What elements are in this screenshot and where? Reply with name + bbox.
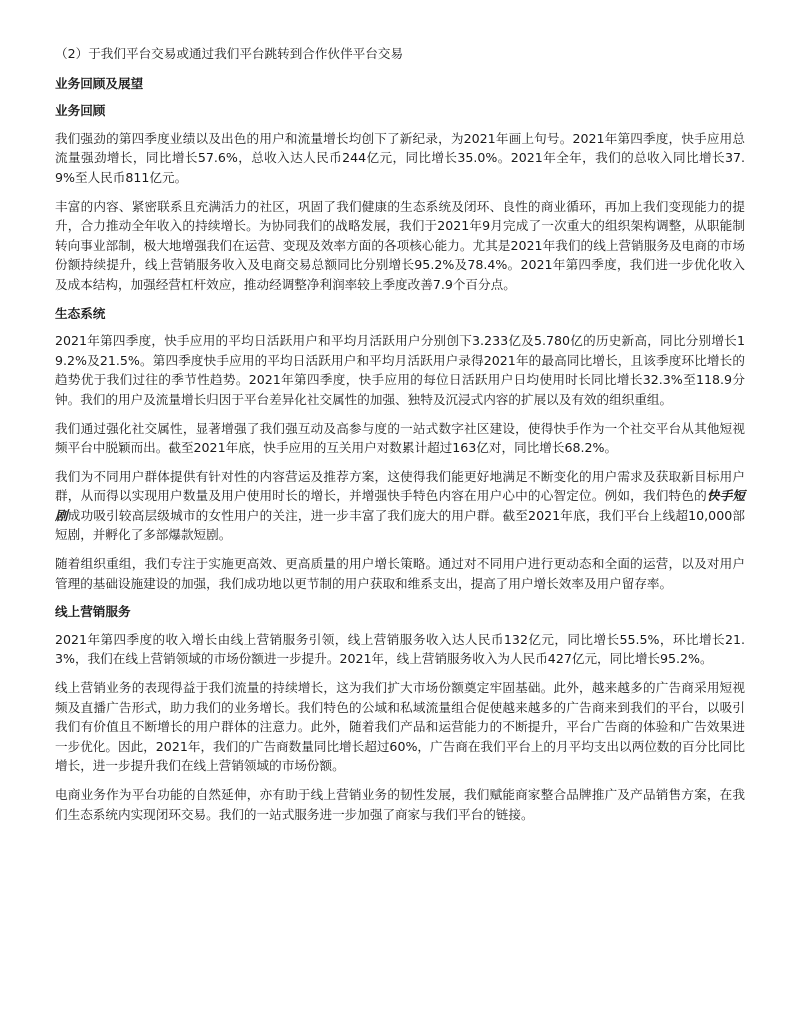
ecosystem-paragraph-3-part-b: 成功吸引较高层级城市的女性用户的关注，进一步丰富了我们庞大的用户群。截至2021年底，我们平台上线超10,000部短剧，并孵化了多部爆款短剧。	[55, 507, 746, 543]
kuaishou-short-drama-emphasis: 快手短剧	[55, 488, 745, 523]
document-page	[55, 44, 745, 833]
heading-business-review-outlook: 业务回顾及展望	[55, 75, 144, 91]
marketing-paragraph-3: 电商业务作为平台功能的自然延伸，亦有助于线上营销业务的韧性发展，我们赋能商家整合品牌推广及产品销售方案，在我们生态系统内实现闭环交易。我们的一站式服务进一步加强了商家与我们平台的链接。	[55, 787, 745, 822]
ecosystem-paragraph-3-part-a: 我们为不同用户群体提供有针对性的内容营运及推荐方案，这使得我们能更好地满足不断变化的用户需求及获取新目标用户群，从而得以实现用户数量及用户使用时长的增长，并增强快手特色内容在用户心中的心智定位。例如，我们特色的	[55, 468, 745, 504]
marketing-paragraph-2: 线上营销业务的表现得益于我们流量的持续增长，这为我们扩大市场份额奠定牢固基础。此外，越来越多的广告商采用短视频及直播广告形式，助力我们的业务增长。我们特色的公域和私域流量组合促使越来越多的广告商来到我们的平台，以吸引我们有价值且不断增长的用户群体的注意力。此外，随着我们产品和运营能力的不断提升，平台广告商的体验和广告效果进一步优化。因此，2021年，我们的广告商数量同比增长超过60%，广告商在我们平台上的月平均支出以两位数的百分比同比增长，进一步提升我们在线上营销领域的市场份额。	[55, 680, 745, 774]
review-paragraph-1: 我们强劲的第四季度业绩以及出色的用户和流量增长均创下了新纪录，为2021年画上句号。2021年第四季度，快手应用总流量强劲增长，同比增长57.6%，总收入达人民币244亿元，同比增长35.0%。2021年全年，我们的总收入同比增长37.9%至人民币811亿元。	[55, 130, 745, 185]
marketing-paragraph-1: 2021年第四季度的收入增长由线上营销服务引领，线上营销服务收入达人民币132亿元，同比增长55.5%，环比增长21.3%，我们在线上营销领域的市场份额进一步提升。2021年，线上营销服务收入为人民币427亿元，同比增长95.2%。	[55, 631, 745, 667]
ecosystem-paragraph-2: 我们通过强化社交属性，显著增强了我们强互动及高参与度的一站式数字社区建设，使得快手作为一个社交平台从其他短视频平台中脱颖而出。截至2021年底，快手应用的互关用户对数累计超过163亿对，同比增长68.2%。	[55, 420, 745, 456]
ecosystem-paragraph-3	[55, 467, 745, 545]
heading-online-marketing-services: 线上营销服务	[55, 604, 131, 620]
ecosystem-paragraph-1: 2021年第四季度，快手应用的平均日活跃用户和平均月活跃用户分别创下3.233亿及5.780亿的历史新高，同比分别增长19.2%及21.5%。第四季度快手应用的平均日活跃用户和平均月活跃用户录得2021年的最高同比增长，且该季度环比增长的趋势优于我们过往的季节性趋势。2021年第四季度，快手应用的每位日活跃用户日均使用时长同比增长32.3%至118.9分钟。我们的用户及流量增长归因于平台差异化社交属性的加强、独特及沉浸式内容的扩展以及有效的组织重组。	[55, 333, 745, 407]
review-paragraph-2: 丰富的内容、紧密联系且充满活力的社区，巩固了我们健康的生态系统及闭环、良性的商业循环，再加上我们变现能力的提升，合力推动全年收入的持续增长。为协同我们的战略发展，我们于2021年9月完成了一次重大的组织架构调整，从职能制转向事业部制，极大地增强我们在运营、变现及效率方面的各项核心能力。尤其是2021年我们的线上营销服务及电商的市场份额持续提升，线上营销服务收入及电商交易总额同比分别增长95.2%及78.4%。2021年第四季度，我们进一步优化收入及成本结构，加强经营杠杆效应，推动经调整净利润率较上季度改善7.9个百分点。	[55, 198, 745, 292]
intro-line: （2）于我们平台交易或通过我们平台跳转到合作伙伴平台交易	[55, 46, 404, 61]
ecosystem-paragraph-4: 随着组织重组，我们专注于实施更高效、更高质量的用户增长策略。通过对不同用户进行更动态和全面的运营，以及对用户管理的基础设施建设的加强，我们成功地以更节制的用户获取和维系支出，提高了用户增长效率及用户留存率。	[55, 556, 745, 591]
heading-business-review: 业务回顾	[55, 103, 106, 119]
heading-ecosystem: 生态系统	[55, 305, 106, 321]
